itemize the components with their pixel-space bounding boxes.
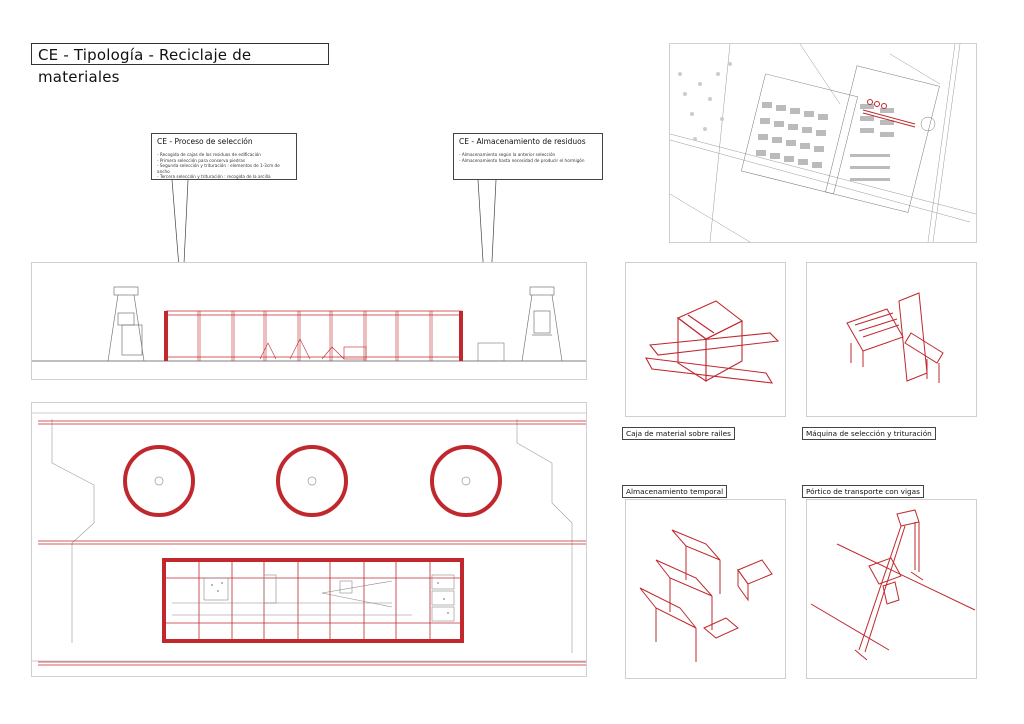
- axo-portico-drawing: [807, 500, 976, 678]
- caption-caja: Caja de material sobre railes: [622, 427, 735, 440]
- axo-almacenamiento-drawing: [626, 500, 785, 678]
- caption-portico: Pórtico de transporte con vigas: [802, 485, 924, 498]
- axo-almacenamiento-panel: [625, 499, 786, 679]
- axo-maquina-panel: [806, 262, 977, 417]
- callout-almacenamiento-title: CE - Almacenamiento de residuos: [459, 137, 586, 146]
- callout-item: - Almacenamiento hasta necesidad de producir el hormigón: [459, 157, 585, 163]
- elevation-panel: [31, 262, 587, 380]
- callout-item: - Almacenamiento según la anterior selección: [459, 152, 556, 157]
- caption-maquina: Máquina de selección y trituración: [802, 427, 936, 440]
- axo-caja-drawing: [626, 263, 785, 416]
- axo-maquina-drawing: [807, 263, 976, 416]
- elevation-drawing: [32, 263, 586, 379]
- caption-almacenamiento: Almacenamiento temporal: [622, 485, 727, 498]
- axo-portico-panel: [806, 499, 977, 679]
- axo-caja-panel: [625, 262, 786, 417]
- callout-item: - Recogida de cajas de los residuos de edificación: [157, 152, 261, 157]
- callout-item: - Segunda selección y trituración : elementos de 1-3cm de ancho: [157, 163, 280, 174]
- site-plan-drawing: [670, 44, 976, 242]
- callout-item: - Tercera selección y trituración : recogida de la arcilla: [157, 174, 271, 180]
- floor-plan-drawing: [32, 403, 586, 676]
- callout-item: - Primera selección para conserva piedras: [157, 157, 246, 163]
- callout-proceso-seleccion-title: CE - Proceso de selección: [157, 137, 253, 146]
- floor-plan-panel: [31, 402, 587, 677]
- site-plan-panel: [669, 43, 977, 243]
- page-title: CE - Tipología - Reciclaje de materiales: [31, 43, 329, 65]
